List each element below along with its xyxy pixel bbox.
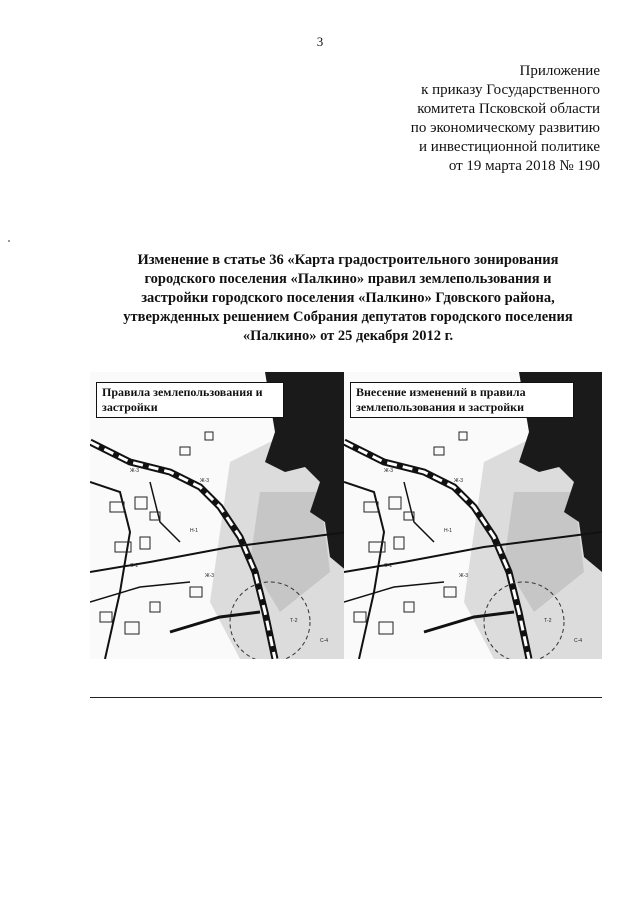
svg-text:Ж-3: Ж-3 — [454, 478, 464, 484]
svg-text:Ж-3: Ж-3 — [384, 468, 394, 474]
footer-divider — [90, 697, 602, 698]
caption-line: Правила землепользования и — [102, 385, 263, 399]
appendix-line: и инвестиционной политике — [419, 139, 600, 155]
appendix-line: по экономическому развитию — [410, 120, 600, 136]
title-line: «Палкино» от 25 декабря 2012 г. — [242, 328, 454, 344]
svg-text:Ж-3: Ж-3 — [200, 478, 210, 484]
svg-text:С-4: С-4 — [574, 638, 583, 644]
appendix-line: от 19 марта 2018 № 190 — [448, 158, 600, 174]
svg-text:О-2: О-2 — [384, 563, 393, 569]
svg-text:Н-1: Н-1 — [444, 528, 453, 534]
zoning-map-current — [90, 372, 348, 659]
appendix-line: к приказу Государственного — [421, 82, 600, 98]
zoning-map-amended — [344, 372, 602, 659]
title-line: городского поселения «Палкино» правил землепользования и — [144, 271, 552, 287]
caption-line: застройки — [102, 400, 158, 414]
map-caption-current — [96, 382, 284, 418]
appendix-line: Приложение — [519, 63, 600, 79]
page-number: 3 — [316, 34, 324, 49]
title-line: утвержденных решением Собрания депутатов городского поселения — [123, 309, 573, 325]
svg-text:Ж-3: Ж-3 — [205, 573, 215, 579]
caption-line: Внесение изменений в правила — [356, 385, 526, 399]
svg-text:Ж-3: Ж-3 — [459, 573, 469, 579]
svg-text:Н-1: Н-1 — [190, 528, 199, 534]
title-line: Изменение в статье 36 «Карта градостроительного зонирования — [137, 252, 559, 268]
svg-text:Ж-3: Ж-3 — [130, 468, 140, 474]
svg-text:С-4: С-4 — [320, 638, 329, 644]
appendix-line: комитета Псковской области — [417, 101, 600, 117]
scan-mark — [8, 240, 10, 242]
caption-line: землепользования и застройки — [356, 400, 524, 414]
title-line: застройки городского поселения «Палкино» Гдовского района, — [141, 290, 555, 306]
appendix-block — [380, 62, 600, 176]
svg-text:О-2: О-2 — [130, 563, 139, 569]
svg-text:Т-2: Т-2 — [544, 618, 552, 624]
svg-text:Т-2: Т-2 — [290, 618, 298, 624]
map-caption-amended — [350, 382, 574, 418]
document-title — [96, 251, 600, 346]
